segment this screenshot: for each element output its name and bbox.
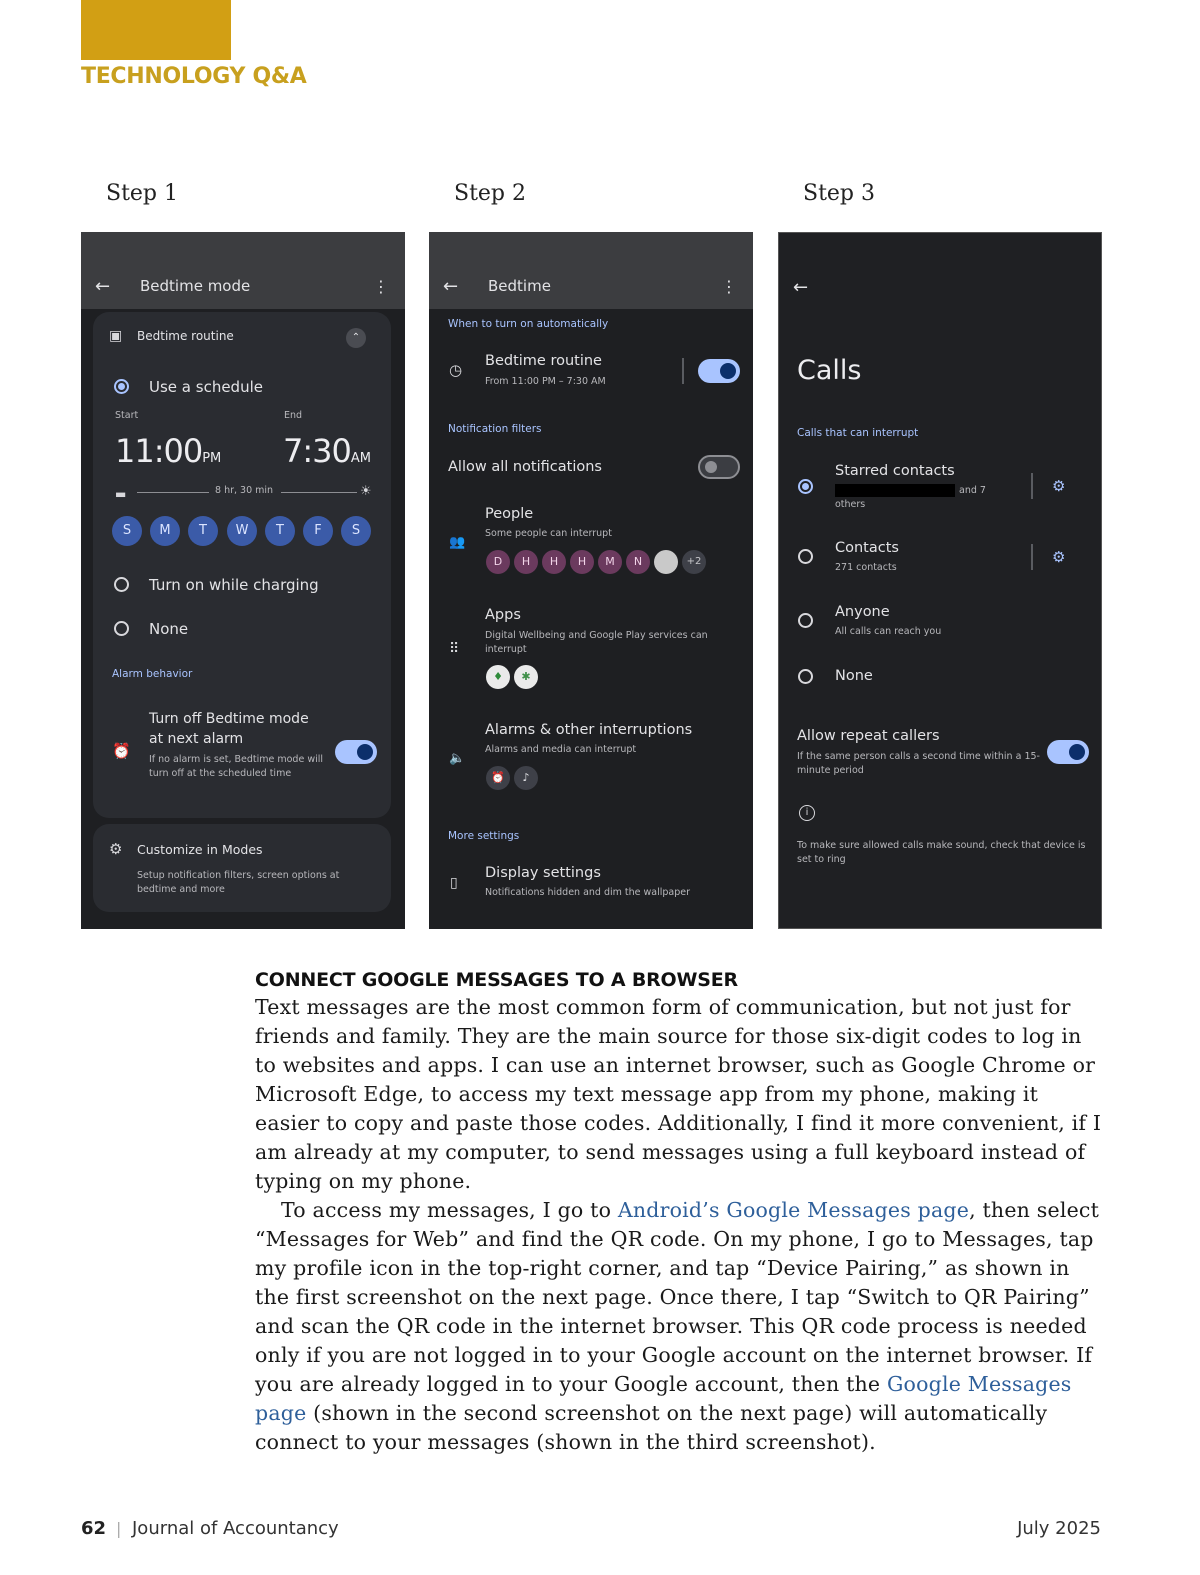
repeat-desc: If the same person calls a second time within a 15-minute period	[797, 751, 1040, 776]
none-label: None	[835, 668, 873, 684]
day-monday[interactable]: M	[150, 516, 180, 546]
apps-grid-icon: ⠿	[449, 641, 460, 657]
starred-and: and 7	[959, 485, 986, 496]
redacted-bar	[835, 484, 955, 497]
music-note-icon: ♪	[514, 766, 538, 790]
bed-icon: ▬	[115, 487, 127, 501]
routine-label: Bedtime routine	[137, 329, 234, 343]
app-bar-title: Bedtime	[488, 277, 551, 295]
display-title[interactable]: Display settings	[485, 865, 601, 881]
article-paragraph-1: Text messages are the most common form of communication, but not just for friends and family. They are the main source for those six-digit codes to log in to websites and apps. I can use an internet browser, such as Google Chrome or Microsoft Edge, to access my text message app from my phone, making it easier to copy and paste those codes. Additionally, I find it more convenient, if I am already at my computer, to send messages using a full keyboard instead of typing on my phone.	[255, 995, 1102, 1193]
sun-icon: ☀	[360, 484, 372, 499]
more-options-icon[interactable]: ⋮	[721, 277, 737, 296]
allow-all-toggle[interactable]	[698, 455, 740, 479]
people-title[interactable]: People	[485, 506, 534, 522]
day-friday[interactable]: F	[303, 516, 333, 546]
journal-name: Journal of Accountancy	[132, 1518, 339, 1539]
filters-label: Notification filters	[448, 423, 542, 435]
alarm-icon: ⏰	[486, 766, 510, 790]
section-title: TECHNOLOGY Q&A	[81, 64, 307, 89]
charging-radio[interactable]	[114, 577, 129, 592]
contacts-radio[interactable]	[798, 549, 813, 564]
article-section	[255, 967, 1105, 1457]
end-time[interactable]: 7:30AM	[283, 432, 371, 470]
start-label: Start	[115, 410, 139, 421]
step-3-label: Step 3	[803, 181, 876, 206]
duration-label: 8 hr, 30 min	[215, 485, 274, 496]
day-thursday[interactable]: T	[265, 516, 295, 546]
anyone-radio[interactable]	[798, 613, 813, 628]
routine-toggle[interactable]	[698, 359, 740, 383]
repeat-toggle[interactable]	[1047, 740, 1089, 764]
use-schedule-radio[interactable]	[114, 379, 129, 394]
screenshot-bedtime-mode	[81, 232, 405, 929]
screenshot-bedtime	[429, 232, 753, 929]
divider	[682, 358, 684, 384]
phone-display-icon: ▯	[450, 875, 458, 891]
app-bar-title: Bedtime mode	[140, 277, 251, 295]
none-label: None	[149, 620, 189, 638]
gear-icon[interactable]: ⚙	[1052, 477, 1066, 495]
photo-avatar	[654, 550, 678, 574]
people-desc: Some people can interrupt	[485, 528, 612, 539]
alarms-title[interactable]: Alarms & other interruptions	[485, 722, 693, 738]
routine-desc: From 11:00 PM – 7:30 AM	[485, 376, 606, 387]
issue-date: July 2025	[1017, 1518, 1101, 1539]
customize-desc: Setup notification filters, screen options at bedtime and more	[137, 870, 340, 895]
avatar: H	[542, 550, 566, 574]
android-messages-link[interactable]: Android’s Google Messages page	[617, 1198, 970, 1222]
start-time[interactable]: 11:00PM	[115, 432, 222, 470]
back-arrow-icon[interactable]: ←	[443, 276, 459, 297]
page-number: 62	[81, 1518, 107, 1539]
repeat-title: Allow repeat callers	[797, 728, 940, 744]
alarms-desc: Alarms and media can interrupt	[485, 744, 637, 755]
article-paragraph-2: To access my messages, I go to Android’s Google Messages page, then select “Messages for Web” and find the QR code. On my phone, I go to Messages, tap my profile icon in the top-right corner, and tap “Device Pairing,” as shown in the first screenshot on the next page. Once there, I tap “Switch to QR Pairing” and scan the QR code in the internet browser. This QR code process is needed only if you are not logged in to your Google account on the internet browser. If you are already logged in to your Google account, then the Google Messages page (shown in the second screenshot on the next page) will automatically connect to your messages (shown in the third screenshot).	[255, 1198, 1100, 1454]
avatar: H	[514, 550, 538, 574]
step-1-label: Step 1	[106, 181, 179, 206]
use-schedule-label: Use a schedule	[149, 378, 263, 396]
gear-icon[interactable]: ⚙	[1052, 548, 1066, 566]
avatar: N	[626, 550, 650, 574]
more-settings-label: More settings	[448, 830, 520, 842]
screenshot-calls	[778, 232, 1102, 929]
day-sunday[interactable]: S	[112, 516, 142, 546]
avatar: H	[570, 550, 594, 574]
back-arrow-icon[interactable]: ←	[793, 277, 809, 298]
gear-icon: ⚙	[109, 840, 123, 858]
allow-all-label: Allow all notifications	[448, 459, 602, 475]
more-people-badge: +2	[682, 550, 706, 574]
speaker-icon: 🔈	[449, 751, 466, 766]
customize-card[interactable]	[93, 824, 391, 912]
app-bar	[81, 232, 405, 309]
anyone-title: Anyone	[835, 604, 890, 620]
alarm-clock-icon: ⏰	[112, 742, 131, 760]
avatar: M	[598, 550, 622, 574]
play-services-icon: ✱	[514, 665, 538, 689]
none-radio[interactable]	[798, 669, 813, 684]
info-icon: i	[799, 805, 815, 821]
divider	[1031, 473, 1033, 499]
divider	[1031, 544, 1033, 570]
day-saturday[interactable]: S	[341, 516, 371, 546]
people-icon: 👥	[449, 535, 466, 550]
digital-wellbeing-icon: ♦	[486, 665, 510, 689]
starred-radio[interactable]	[798, 479, 813, 494]
end-label: End	[284, 410, 303, 421]
back-arrow-icon[interactable]: ←	[95, 276, 111, 297]
avatar: D	[486, 550, 510, 574]
google-messages-link[interactable]: Google Messages page	[255, 1372, 1072, 1425]
day-tuesday[interactable]: T	[188, 516, 218, 546]
apps-title[interactable]: Apps	[485, 607, 521, 623]
day-wednesday[interactable]: W	[227, 516, 257, 546]
collapse-chevron-icon[interactable]: ⌃	[346, 328, 366, 348]
header-accent-bar	[81, 0, 231, 60]
display-desc: Notifications hidden and dim the wallpaper	[485, 887, 691, 898]
duration-line-left	[137, 492, 209, 493]
when-label: When to turn on automatically	[448, 318, 609, 330]
interrupt-label: Calls that can interrupt	[797, 427, 919, 439]
step-2-label: Step 2	[454, 181, 527, 206]
contacts-desc: 271 contacts	[835, 562, 897, 573]
alarm-behavior-label: Alarm behavior	[112, 668, 193, 680]
turn-off-title: Turn off Bedtime mode at next alarm	[149, 711, 309, 747]
customize-title: Customize in Modes	[137, 842, 263, 857]
clock-icon: ◷	[449, 361, 463, 379]
contacts-title: Contacts	[835, 540, 899, 556]
more-options-icon[interactable]: ⋮	[373, 277, 389, 296]
anyone-desc: All calls can reach you	[835, 626, 942, 637]
none-radio[interactable]	[114, 621, 129, 636]
ring-note: To make sure allowed calls make sound, check that device is set to ring	[797, 840, 1086, 865]
apps-desc: Digital Wellbeing and Google Play services can interrupt	[485, 630, 708, 655]
footer-separator: |	[116, 1519, 122, 1538]
charging-label: Turn on while charging	[149, 576, 319, 594]
page-title: Calls	[797, 355, 862, 386]
turn-off-toggle[interactable]	[335, 740, 377, 764]
calendar-icon: ▣	[109, 328, 123, 344]
turn-off-desc: If no alarm is set, Bedtime mode will turn off at the scheduled time	[149, 754, 324, 779]
starred-title: Starred contacts	[835, 463, 955, 479]
routine-title[interactable]: Bedtime routine	[485, 353, 602, 369]
app-bar	[429, 232, 753, 309]
article-heading: CONNECT GOOGLE MESSAGES TO A BROWSER	[255, 969, 738, 991]
starred-others: others	[835, 499, 866, 510]
duration-line-right	[281, 492, 357, 493]
